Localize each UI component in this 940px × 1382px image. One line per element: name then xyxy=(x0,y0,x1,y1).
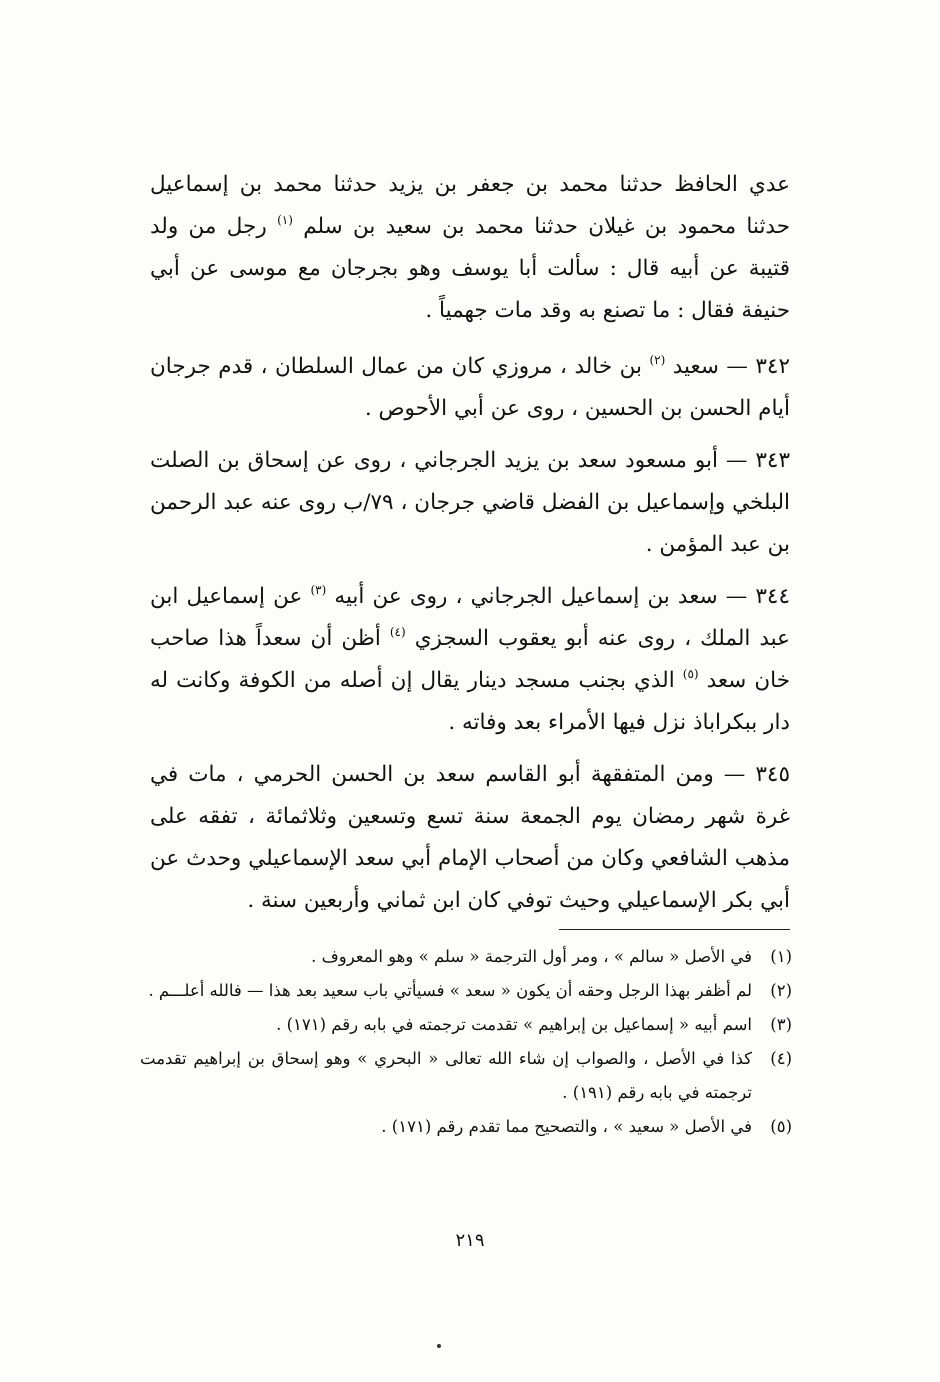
entry-342: ٣٤٢ — سعيد $^{(٢)}$ بن خالد ، مروزي كان من عمال السلطان ، قدم جرجان أيام الحسن بن الحسين ، روى عن أبي الأحوص . xyxy=(150,353,790,421)
footnote-number: (٢) xyxy=(770,981,792,1000)
footnote-item xyxy=(140,1110,792,1144)
footnote-ref: (٥) xyxy=(682,667,699,681)
footnote-text: كذا في الأصل ، والصواب إن شاء الله تعالى « البحري » وهو إسحاق بن إبراهيم تقدمت ترجمته في بابه رقم (١٩١) . xyxy=(140,1049,752,1102)
footnote-ref: (٤) xyxy=(389,625,406,639)
footnote-number: (٣) xyxy=(770,1015,792,1034)
footnote-number: (١) xyxy=(770,947,792,966)
page-number: ٢١٩ xyxy=(455,1230,485,1251)
entry-344: ٣٤٤ — سعد بن إسماعيل الجرجاني ، روى عن أبيه $^{(٣)}$ عن إسماعيل ابن عبد الملك ، روى عنه أبو يعقوب السجزي $^{(٤)}$ أظن أن سعداً هذا صاحب خان سعد $^{(٥)}$ الذي بجنب مسجد دينار يقال إن أصله من الكوفة وكانت له دار ببكراباذ نزل فيها الأمراء بعد وفاته . xyxy=(150,583,790,735)
entry-345: ٣٤٥ — ومن المتفقهة أبو القاسم سعد بن الحسن الحرمي ، مات في غرة شهر رمضان يوم الجمعة سنة تسع وتسعين وثلاثمائة ، تفقه على مذهب الشافعي وكان من أصحاب الإمام أبي سعد الإسماعيلي وحدث عن أبي بكر الإسماعيلي وحيث توفي كان ابن ثماني وأربعين سنة . xyxy=(150,762,790,913)
main-text xyxy=(150,164,790,932)
footnote-ref: (٢) xyxy=(649,353,666,367)
scan-speck xyxy=(437,1344,441,1348)
entry-343: ٣٤٣ — أبو مسعود سعد بن يزيد الجرجاني ، روى عن إسحاق بن الصلت البلخي وإسماعيل بن الفضل قاضي جرجان ، ٧٩/ب روى عنه عبد الرحمن بن عبد المؤمن . xyxy=(150,448,791,557)
footnote-text: لم أظفر بهذا الرجل وحقه أن يكون « سعد » فسيأتي باب سعيد بعد هذا — فالله أعلـــم . xyxy=(148,981,752,1000)
footnote-item xyxy=(140,1042,792,1110)
footnote-separator xyxy=(559,929,790,930)
footnote-text: في الأصل « سعيد » ، والتصحيح مما تقدم رقم (١٧١) . xyxy=(381,1117,752,1136)
footnote-number: (٥) xyxy=(770,1117,792,1136)
footnote-number: (٤) xyxy=(770,1049,792,1068)
footnote-item xyxy=(140,940,792,974)
footnote-item xyxy=(140,1008,792,1042)
footnotes xyxy=(140,940,792,1144)
paragraph-continuation: عدي الحافظ حدثنا محمد بن جعفر بن يزيد حدثنا محمد بن إسماعيل حدثنا محمود بن غيلان حدثنا محمد بن سعيد بن سلم $^{(١)}$ رجل من ولد قتيبة عن أبيه قال : سألت أبا يوسف وهو بجرجان مع موسى عن أبي حنيفة فقال : ما تصنع به وقد مات جهمياً . xyxy=(150,172,791,323)
footnote-ref: (٣) xyxy=(310,583,327,597)
footnote-item xyxy=(140,974,792,1008)
footnote-ref: (١) xyxy=(277,213,293,227)
footnote-text: اسم أبيه « إسماعيل بن إبراهيم » تقدمت ترجمته في بابه رقم (١٧١) . xyxy=(276,1015,752,1034)
footnote-text: في الأصل « سالم » ، ومر أول الترجمة « سلم » وهو المعروف . xyxy=(311,947,752,966)
